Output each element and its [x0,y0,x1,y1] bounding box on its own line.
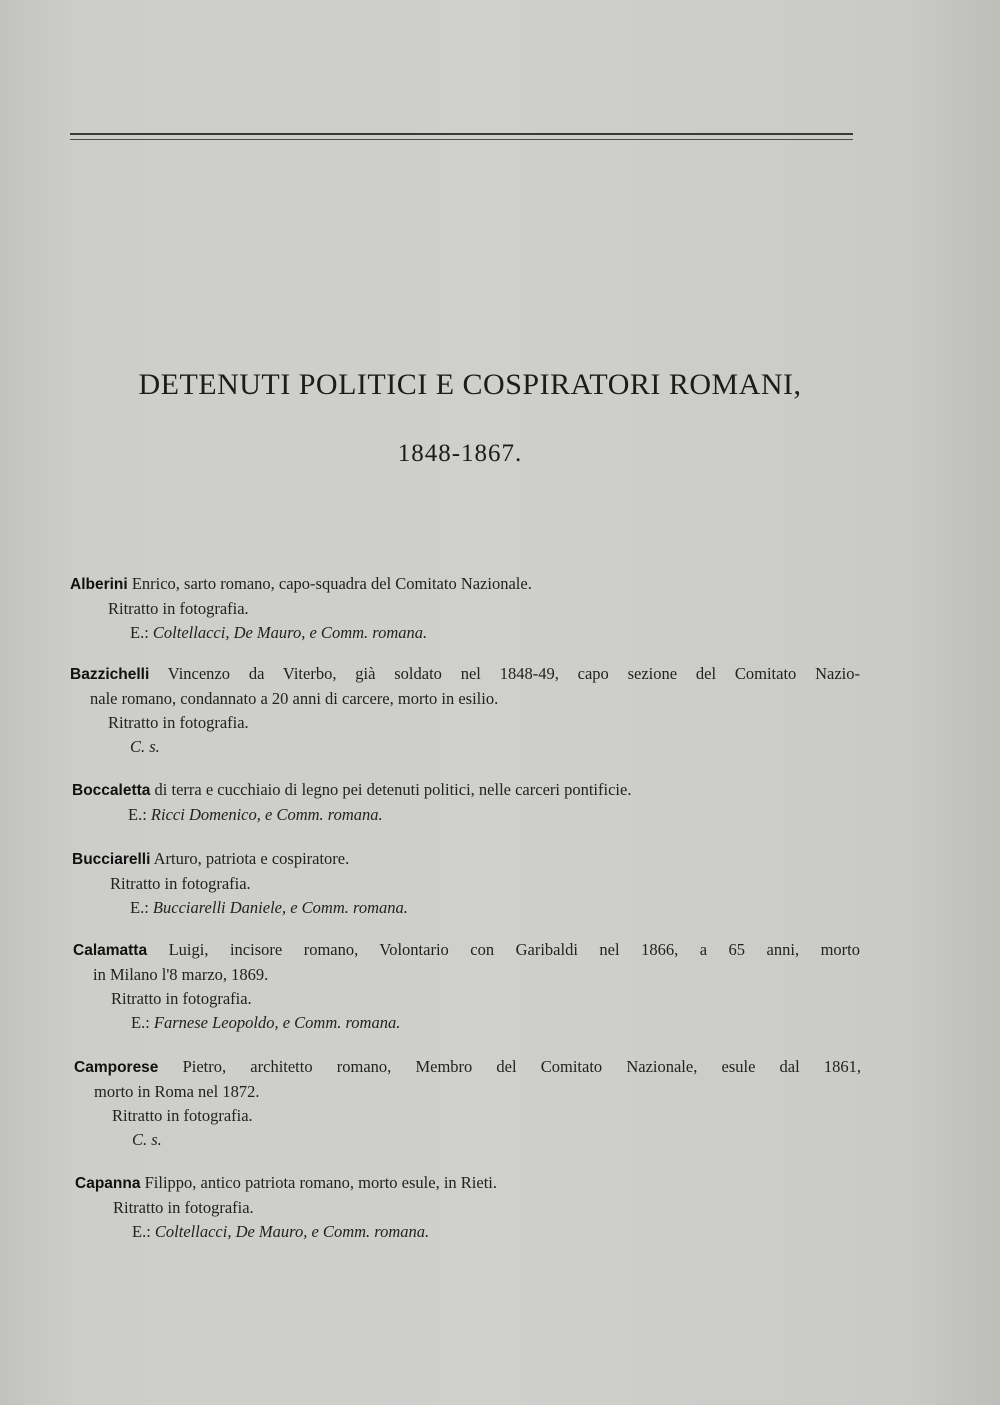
entry-head [70,572,860,597]
entry-capanna [75,1171,862,1244]
page-subtitle-years: 1848-1867. [397,440,523,467]
entry-source-prefix: E.: [132,1222,155,1241]
entry-source [70,735,860,759]
entry-source-names: Ricci Domenico, e Comm. romana. [150,805,383,824]
entry-photo: Ritratto in fotografia. [108,713,249,732]
entry-desc: Pietro, architetto romano, Membro del Comitato Nazionale, esule dal 1861, [158,1057,861,1076]
entry-continuation: in Milano l'8 marzo, 1869. [93,965,269,984]
entry-source-prefix: E.: [131,1013,154,1032]
entry-photo: Ritratto in fotografia. [111,989,252,1008]
entry-name: Calamatta [73,942,148,959]
entry-desc: Arturo, patriota e cospiratore. [150,849,350,868]
entry-name: Bazzichelli [70,666,150,683]
entry-desc: Vincenzo da Viterbo, già soldato nel 1848-49, capo sezione del Comitato Nazio- [149,664,860,683]
entry-source-names: Coltellacci, De Mauro, e Comm. romana. [152,623,428,642]
entry-bucciarelli [72,847,862,920]
entry-head [72,847,862,872]
entry-source-names: C. s. [130,737,160,756]
entry-continuation: nale romano, condannato a 20 anni di carcere, morto in esilio. [90,689,499,708]
entry-source-prefix: E.: [130,623,153,642]
header-rule-thick [70,133,853,135]
entry-name: Bucciarelli [72,851,151,868]
entry-name: Capanna [75,1175,141,1192]
entry-source [70,621,860,645]
entry-source-prefix: E.: [130,898,153,917]
entry-head [72,778,862,803]
entry-continuation: morto in Roma nel 1872. [94,1082,260,1101]
page-title: DETENUTI POLITICI E COSPIRATORI ROMANI, [138,368,802,401]
entry-boccaletta [72,778,862,827]
entry-head [73,938,860,963]
entry-bazzichelli [70,662,860,759]
entry-source [72,896,862,920]
entry-source-names: C. s. [132,1130,162,1149]
entry-name: Camporese [74,1059,159,1076]
entry-desc: Luigi, incisore romano, Volontario con Garibaldi nel 1866, a 65 anni, morto [147,940,860,959]
entry-source [72,803,862,827]
header-rule-thin [70,139,853,140]
entry-photo: Ritratto in fotografia. [108,599,249,618]
entry-head [70,662,860,687]
entry-source [74,1128,861,1152]
entry-head [75,1171,862,1196]
entry-source [73,1011,860,1035]
entry-camporese [74,1055,861,1152]
entry-photo: Ritratto in fotografia. [113,1198,254,1217]
entry-name: Boccaletta [72,782,151,799]
entry-desc: di terra e cucchiaio di legno pei detenuti politici, nelle carceri pontificie. [150,780,632,799]
entry-name: Alberini [70,576,128,593]
entry-desc: Filippo, antico patriota romano, morto esule, in Rieti. [140,1173,497,1192]
entry-desc: Enrico, sarto romano, capo-squadra del Comitato Nazionale. [127,574,532,593]
entry-source-names: Bucciarelli Daniele, e Comm. romana. [152,898,408,917]
entry-source-prefix: E.: [128,805,151,824]
entry-calamatta [73,938,860,1035]
entry-source-names: Farnese Leopoldo, e Comm. romana. [153,1013,401,1032]
entry-photo: Ritratto in fotografia. [112,1106,253,1125]
entry-head [74,1055,861,1080]
entry-source-names: Coltellacci, De Mauro, e Comm. romana. [154,1222,430,1241]
entry-alberini [70,572,860,645]
entry-source [75,1220,862,1244]
entry-photo: Ritratto in fotografia. [110,874,251,893]
